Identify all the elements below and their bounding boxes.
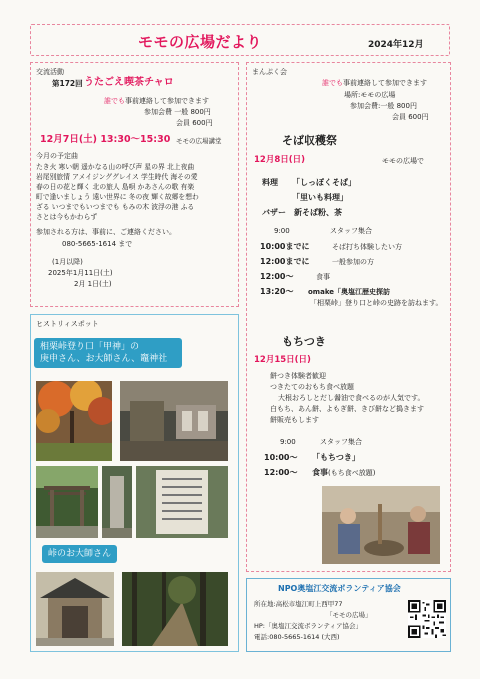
manpuku-place: 場所:モモの広場 [344,91,396,99]
kouryu-fee-member: 会員 600円 [176,119,213,127]
soba-title: そば収穫祭 [282,134,337,147]
songs-line: 春の日の花と輝く 北の旅人 島唄 かあさんの歌 有楽 [36,183,195,191]
bazaar-label: バザー [262,208,286,217]
contact-tel: 080-5665-1614 まで [62,240,133,248]
mochi-line: 餅販売もします [270,416,319,424]
schedule-time: 13:20～ [260,287,294,296]
schedule-time: 12:00までに [260,257,310,266]
anyone-text: 誰でも [104,97,125,105]
mochi-schedule-desc: 「もちつき」 [312,453,360,462]
kouryu-anyone-line [104,97,209,106]
mochi-schedule-time: 9:00 [280,438,296,446]
manpuku-fee-general: 参加会費:一般 800円 [350,102,417,110]
qr-code[interactable] [408,600,446,638]
event-datetime: 12月7日(土) 13:30～15:30 [40,134,171,145]
schedule-desc: 一般参加の方 [332,258,374,266]
history-section-label: ヒストリィスポット [36,320,99,328]
songs-line: 町で逢いましょう 遠い世界に 冬の夜 輝く故郷を想わ [36,193,199,201]
schedule-desc: そば打ち体験したい方 [332,243,402,251]
schedule-time: 10:00までに [260,242,310,251]
songs-heading: 今月の予定曲 [36,152,78,160]
event-place: モモの広場講堂 [176,137,222,145]
org-homepage: HP:「奥塩江交流ボランティア協会」 [254,622,362,630]
mochi-schedule-desc-row [312,468,375,478]
mochi-line: 白もち、あん餅、よもぎ餅、きび餅など搗きます [270,405,424,413]
bazaar-items: 新そば粉、茶 [294,208,342,217]
stone-monument-photo [102,466,132,538]
torii-gate-photo [36,466,98,538]
mochi-line: 餅つき体験者歓迎 [270,372,326,380]
ryori-item-1: 「しっぽくそば」 [292,178,356,187]
banner1-line2: 庚申さん、お大師さん、竈神社 [40,354,168,365]
schedule-time: 9:00 [274,227,290,235]
anyone-rest-text: 事前連絡して参加できます [125,97,209,105]
mochi-date: 12月15日(日) [254,355,311,365]
next-dates-heading: (1月以降) [52,258,83,266]
omake-detail: 「相栗峠」登り口と峠の史跡を訪ねます。 [310,299,443,307]
daishi-hall-photo [36,572,114,646]
contact-note: 参加される方は、事前に、ご連絡ください。 [36,228,176,236]
forest-path-photo [122,572,228,646]
next-date-2: 2月 1日(土) [74,280,112,288]
event-number: 第172回 [52,79,83,88]
songs-line: 岩尾別旅情 アメイジンググレイス 学生時代 海その愛 [36,173,198,181]
soba-place: モモの広場で [382,157,424,165]
manpuku-section-label: まんぷく会 [252,68,287,76]
mochi-meal-extra: (もち食べ放題) [328,469,376,477]
org-name: NPO奥塩江交流ボランティア協会 [278,584,401,593]
next-date-1: 2025年1月11日(土) [48,269,113,277]
mochi-schedule-time: 12:00～ [264,468,298,477]
kouryu-fee-general: 参加会費 一般 800円 [144,108,211,116]
songs-line: たき火 寒い朝 遥かなる山の呼び声 星の界 北上夜曲 [36,163,195,171]
mochi-meal-label: 食事 [312,468,328,477]
mochi-schedule-desc: スタッフ集合 [320,438,362,446]
anyone-text: 誰でも [322,79,343,87]
mochi-title: もちつき [282,335,326,348]
ryori-label: 料理 [262,178,278,187]
songs-line: ざる いつまでもいつまでも もみの木 波浮の港 ふる [36,203,195,211]
anyone-rest-text: 事前連絡して参加できます [343,79,427,87]
schedule-desc: omake「奥塩江歴史探訪 [308,288,391,296]
mochi-line: つきたてのおもち食べ放題 [270,383,354,391]
mochitsuki-photo [322,486,440,564]
soba-date: 12月8日(日) [254,155,306,165]
mochi-line: 大根おろしとだし醤油で食べるのが人気です。 [278,394,425,402]
event-name: うたごえ喫茶チャロ [84,77,174,88]
issue-date: 2024年12月 [368,40,424,50]
org-tel: 電話:080-5665-1614 (大西) [254,633,340,641]
signboard-photo [136,466,228,538]
songs-line: さとは今もかわらず [36,213,98,221]
autumn-trees-photo [36,381,112,461]
manpuku-anyone-line [322,79,427,88]
history-banner-2: 峠のお大師さん [42,545,117,563]
shrine-interior-photo [120,381,228,461]
org-address: 所在地:高松市塩江町上西甲77 [254,600,343,608]
org-address-2: 「モモの広場」 [326,611,372,619]
banner1-line1: 相栗峠登り口「甲神」の [40,342,140,352]
manpuku-fee-member: 会員 600円 [392,113,429,121]
mochi-schedule-time: 10:00～ [264,453,298,462]
ryori-item-2: 「里いも料理」 [292,193,348,202]
schedule-desc: 食事 [316,273,330,281]
page-title: モモの広場だより [138,33,263,51]
schedule-desc: スタッフ集合 [330,227,372,235]
history-banner-1 [34,338,182,368]
schedule-time: 12:00～ [260,272,294,281]
kouryu-section-label: 交流活動 [36,68,64,76]
